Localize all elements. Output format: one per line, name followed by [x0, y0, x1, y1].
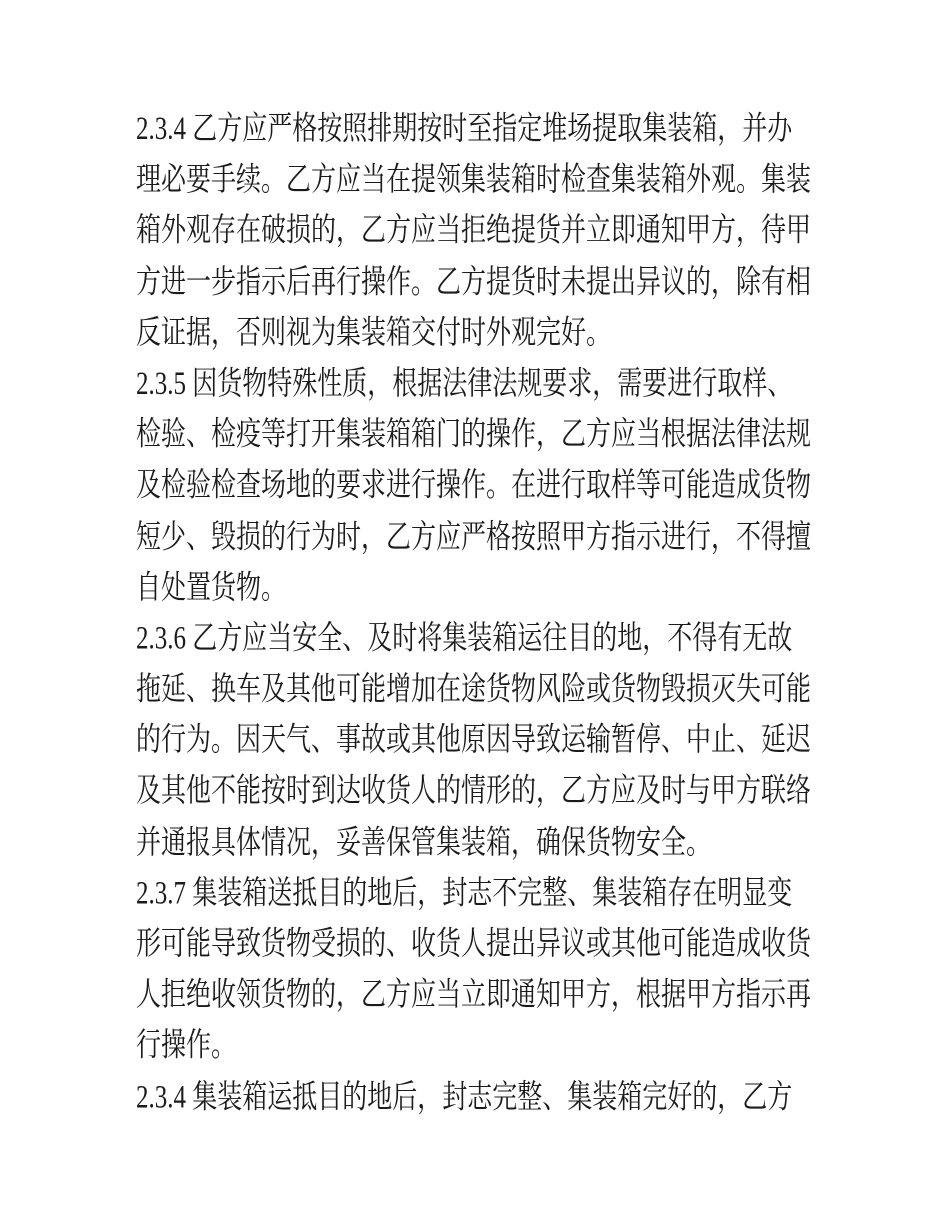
contract-text-block: [136, 104, 846, 1123]
text-line: 自处置货物。: [136, 570, 287, 606]
text-line: 的行为。因天气、事故或其他原因导致运输暂停、中止、延迟: [136, 723, 812, 759]
text-line: 并通报具体情况，妥善保管集装箱，确保货物安全。: [136, 825, 712, 861]
text-line: 人拒绝收领货物的，乙方应当立即通知甲方，根据甲方指示再: [136, 977, 812, 1013]
text-line: 理必要手续。乙方应当在提领集装箱时检查集装箱外观。集装: [136, 162, 812, 198]
text-line: 2.3.7 集装箱送抵目的地后，封志不完整、集装箱存在明显变: [136, 875, 793, 912]
clause-paragraph: [136, 1072, 846, 1123]
text-line: 拖延、换车及其他可能增加在途货物风险或货物毁损灭失可能: [136, 672, 812, 708]
text-line: 2.3.4 集装箱运抵目的地后，封志完整、集装箱完好的，乙方: [136, 1079, 793, 1115]
text-line: 方进一步指示后再行操作。乙方提货时未提出异议的，除有相: [136, 264, 812, 300]
text-line: 形可能导致货物受损的、收货人提出异议或其他可能造成收货: [136, 926, 812, 962]
text-line: 2.3.5 因货物特殊性质，根据法律法规要求，需要进行取样、: [136, 366, 793, 402]
text-line: 及其他不能按时到达收货人的情形的，乙方应及时与甲方联络: [136, 774, 812, 810]
text-line: 及检验检查场地的要求进行操作。在进行取样等可能造成货物: [136, 468, 812, 504]
text-line: 2.3.4 乙方应严格按照排期按时至指定堆场提取集装箱，并办: [136, 111, 793, 147]
text-line: 2.3.6 乙方应当安全、及时将集装箱运往目的地，不得有无故: [136, 621, 793, 657]
clause-paragraph: [136, 613, 846, 868]
text-line: 行操作。: [136, 1028, 237, 1064]
clause-paragraph: [136, 359, 846, 614]
text-line: 反证据，否则视为集装箱交付时外观完好。: [136, 315, 612, 351]
text-line: 箱外观存在破损的，乙方应当拒绝提货并立即通知甲方，待甲: [136, 213, 812, 249]
text-line: 短少、毁损的行为时，乙方应严格按照甲方指示进行，不得擅: [136, 519, 812, 555]
clause-paragraph: [136, 104, 846, 359]
text-line: 检验、检疫等打开集装箱箱门的操作，乙方应当根据法律法规: [136, 417, 812, 453]
clause-paragraph: [136, 868, 846, 1072]
